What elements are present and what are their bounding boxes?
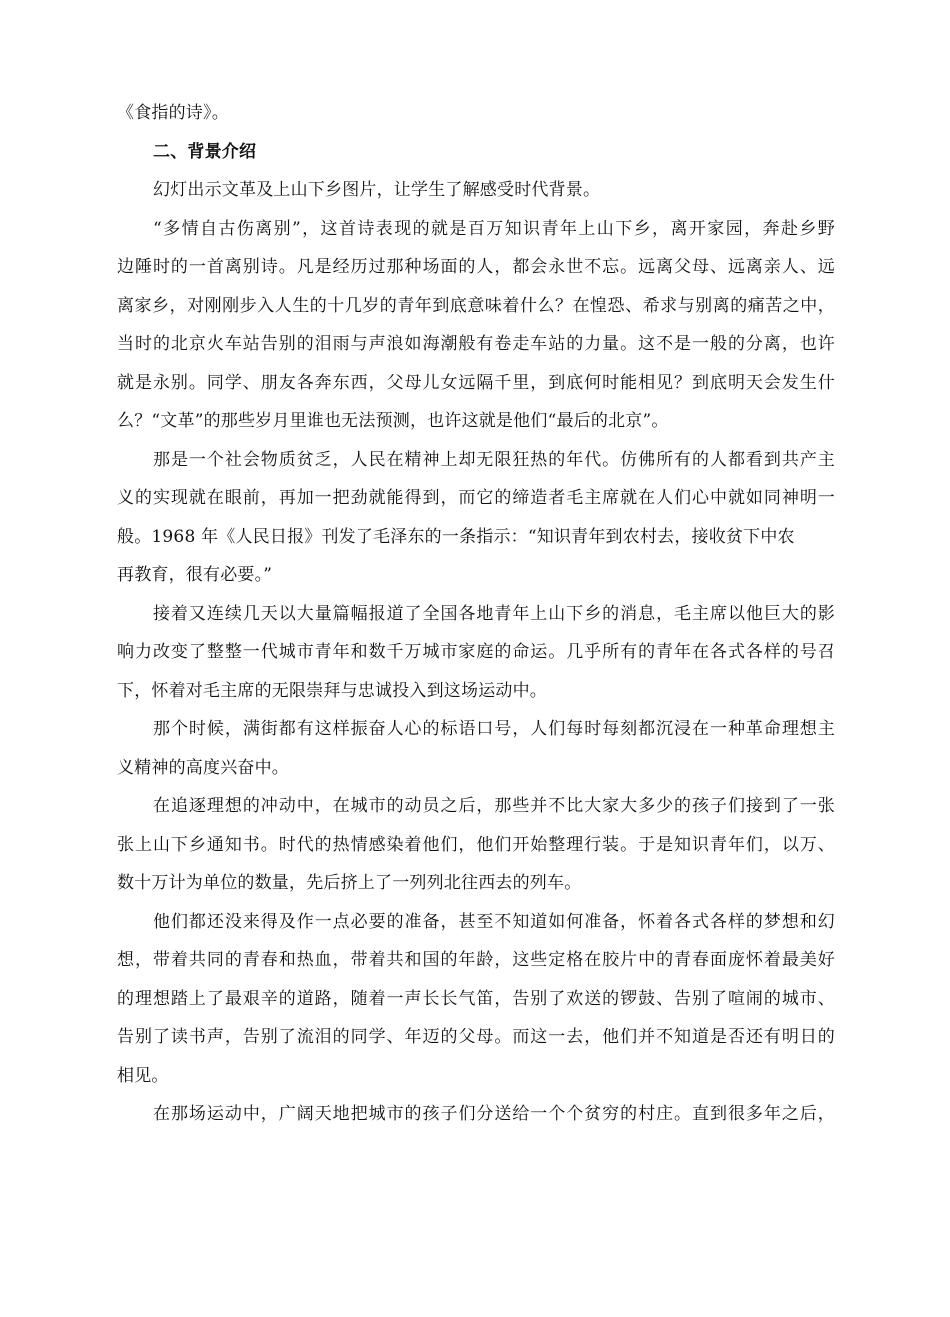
text-line: 《食指的诗》。 <box>117 103 229 123</box>
text-line: 就是永别。同学、朋友各奔东西，父母儿女远隔千里，到底何时能相见？到底明天会发生什 <box>117 372 835 393</box>
text-line: 下，怀着对毛主席的无限崇拜与忠诚投入到这场运动中。 <box>117 680 547 701</box>
text-line: 边陲时的一首离别诗。凡是经历过那种场面的人，都会永世不忘。远离父母、远离亲人、远 <box>117 257 835 277</box>
text-line: 离家乡，对刚刚步入人生的十几岁的青年到底意味着什么？在惶恐、希求与别离的痛苦之中， <box>117 295 835 316</box>
text-line: 义精神的高度兴奋中。 <box>117 757 289 778</box>
text-line: 在那场运动中，广阔天地把城市的孩子们分送给一个个贫穷的村庄。直到很多年之后， <box>153 1104 835 1124</box>
text-line: 当时的北京火车站告别的泪雨与声浪如海潮般有卷走车站的力量。这不是一般的分离，也许 <box>117 334 835 354</box>
text-line: 他们都还没来得及作一点必要的准备，甚至不知道如何准备，怀着各式各样的梦想和幻 <box>153 911 835 932</box>
text-line: “多情自古伤离别”，这首诗表现的就是百万知识青年上山下乡，离开家园，奔赴乡野 <box>153 218 835 239</box>
text-line: 义的实现就在眼前，再加一把劲就能得到，而它的缔造者毛主席就在人们心中就如同神明一 <box>117 488 835 508</box>
text-line: 相见。 <box>117 1065 169 1086</box>
text-line: 幻灯出示文革及上山下乡图片，让学生了解感受时代背景。 <box>153 180 601 200</box>
text-line: 接着又连续几天以大量篇幅报道了全国各地青年上山下乡的消息，毛主席以他巨大的影 <box>153 603 835 624</box>
section-heading: 二、背景介绍 <box>153 141 257 162</box>
text-line: 在追逐理想的冲动中，在城市的动员之后，那些并不比大家大多少的孩子们接到了一张 <box>153 796 835 816</box>
document-body <box>117 94 835 1134</box>
text-line: 那个时候，满街都有这样振奋人心的标语口号，人们每时每刻都沉浸在一种革命理想主 <box>153 719 835 739</box>
text-line: 再教育，很有必要。” <box>117 565 273 585</box>
text-line: 般。1968 年《人民日报》刊发了毛泽东的一条指示：“知识青年到农村去，接收贫下中农 <box>117 526 795 547</box>
text-line: 数十万计为单位的数量，先后挤上了一列列北往西去的列车。 <box>117 873 582 893</box>
text-line: 张上山下乡通知书。时代的热情感染着他们，他们开始整理行装。于是知识青年们，以万、 <box>117 834 835 855</box>
text-line: 么？“文革”的那些岁月里谁也无法预测，也许这就是他们“最后的北京”。 <box>117 411 669 431</box>
text-line: 告别了读书声，告别了流泪的同学、年迈的父母。而这一去，他们并不知道是否还有明日的 <box>117 1027 835 1047</box>
text-line: 想，带着共同的青春和热血，带着共和国的年龄，这些定格在胶片中的青春面庞怀着最美好 <box>117 950 835 970</box>
text-line: 的理想踏上了最艰辛的道路，随着一声长长气笛，告别了欢送的锣鼓、告别了喧闹的城市、 <box>117 988 835 1009</box>
text-line: 那是一个社会物质贫乏，人民在精神上却无限狂热的年代。仿佛所有的人都看到共产主 <box>153 449 835 470</box>
text-line: 响力改变了整整一代城市青年和数千万城市家庭的命运。几乎所有的青年在各式各样的号召 <box>117 642 835 662</box>
